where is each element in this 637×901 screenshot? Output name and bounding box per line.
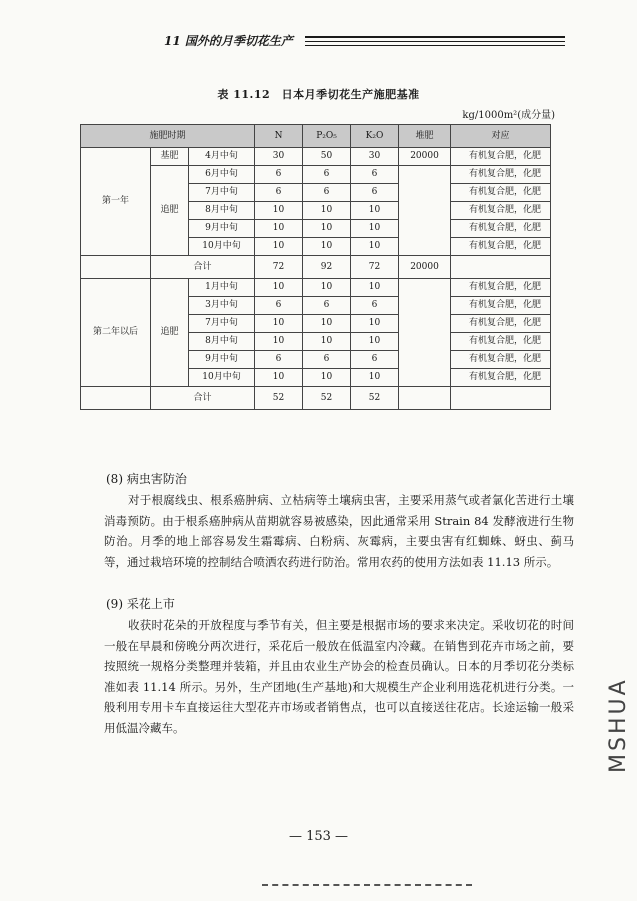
- n-cell: 6: [255, 351, 303, 369]
- n-cell: 10: [255, 220, 303, 238]
- k-cell: 10: [351, 202, 399, 220]
- n-cell: 10: [255, 333, 303, 351]
- p-cell: 10: [303, 202, 351, 220]
- total-row: [81, 387, 551, 410]
- k-cell: 6: [351, 184, 399, 202]
- fert-type: 追肥: [151, 279, 189, 387]
- fert-type: 追肥: [151, 166, 189, 256]
- note-cell: 有机复合肥，化肥: [451, 166, 551, 184]
- chapter-title: 11 国外的月季切花生产: [164, 34, 293, 48]
- k-cell: 10: [351, 315, 399, 333]
- p-cell: 10: [303, 238, 351, 256]
- p-cell: 52: [303, 387, 351, 410]
- note-cell: 有机复合肥，化肥: [451, 202, 551, 220]
- section-heading-harvest: (9) 采花上市: [106, 597, 175, 611]
- note-cell: 有机复合肥，化肥: [451, 297, 551, 315]
- compost-cell: 20000: [399, 148, 451, 166]
- time-cell: 8月中旬: [189, 333, 255, 351]
- note-cell: 有机复合肥，化肥: [451, 220, 551, 238]
- header-cell: N: [255, 125, 303, 148]
- time-cell: 3月中旬: [189, 297, 255, 315]
- table-unit: kg/1000m²(成分量): [462, 110, 555, 121]
- header-rule: [305, 41, 565, 42]
- header-rule: [305, 45, 565, 46]
- table-row: [81, 148, 551, 166]
- n-cell: 6: [255, 297, 303, 315]
- header-cell: K₂O: [351, 125, 399, 148]
- k-cell: 6: [351, 297, 399, 315]
- note-cell: 有机复合肥，化肥: [451, 333, 551, 351]
- p-cell: 10: [303, 333, 351, 351]
- time-cell: 8月中旬: [189, 202, 255, 220]
- fert-type: 基肥: [151, 148, 189, 166]
- bottom-rule: [262, 884, 472, 886]
- n-cell: 52: [255, 387, 303, 410]
- header-cell: 对应: [451, 125, 551, 148]
- fertilization-table: [80, 124, 551, 410]
- note-cell: 有机复合肥，化肥: [451, 184, 551, 202]
- table-row: [81, 166, 551, 184]
- k-cell: 10: [351, 220, 399, 238]
- table-caption: 表 11.12 日本月季切花生产施肥基准: [217, 88, 420, 101]
- n-cell: 6: [255, 184, 303, 202]
- p-cell: 92: [303, 256, 351, 279]
- page-number: — 153 —: [288, 829, 349, 844]
- p-cell: 10: [303, 220, 351, 238]
- p-cell: 10: [303, 315, 351, 333]
- paragraph-pest-control: 对于根腐线虫、根系癌肿病、立枯病等土壤病虫害，主要采用蒸气或者氯化苦进行土壤消毒预防。由于根系癌肿病从苗期就容易被感染，因此通常采用 Strain 84 发酵液进行生物防治。月季的地上部容易发生霜霉病、白粉病、灰霉病，主要虫害有红蜘蛛、蚜虫、蓟马等，通过栽培环境的控制结合喷洒农药进行防治。常用农药的使用方法如表 11.13 所示。: [104, 493, 574, 569]
- watermark-text: MSHUA: [606, 677, 631, 773]
- n-cell: 10: [255, 279, 303, 297]
- p-cell: 6: [303, 351, 351, 369]
- note-cell: 有机复合肥，化肥: [451, 351, 551, 369]
- note-cell: 有机复合肥，化肥: [451, 369, 551, 387]
- k-cell: 52: [351, 387, 399, 410]
- total-label: 合计: [151, 256, 255, 279]
- n-cell: 72: [255, 256, 303, 279]
- time-cell: 9月中旬: [189, 220, 255, 238]
- section-heading-pest-control: (8) 病虫害防治: [106, 472, 187, 486]
- p-cell: 10: [303, 279, 351, 297]
- note-cell: 有机复合肥，化肥: [451, 148, 551, 166]
- year-label: 第二年以后: [81, 279, 151, 387]
- time-cell: 1月中旬: [189, 279, 255, 297]
- k-cell: 72: [351, 256, 399, 279]
- k-cell: 10: [351, 333, 399, 351]
- k-cell: 6: [351, 351, 399, 369]
- paragraph-harvest: 收获时花朵的开放程度与季节有关，但主要是根据市场的要求来决定。采收切花的时间一般在早晨和傍晚分两次进行，采花后一般放在低温室内冷藏。在销售到花卉市场之前，要按照统一规格分类整理并装箱，并且由农业生产协会的检查员确认。日本的月季切花分类标准如表 11.14 所示。另外，生产团地(生产基地)和大规模生产企业利用选花机进行分类。一般利用专用卡车直接运往大型花卉市场或者销售点，也可以直接送往花店。长途运输一般采用低温冷藏车。: [104, 618, 574, 735]
- running-header: [150, 30, 580, 52]
- header-cell: 堆肥: [399, 125, 451, 148]
- n-cell: 6: [255, 166, 303, 184]
- table-row: [81, 279, 551, 297]
- header-cell: 施肥时期: [81, 125, 255, 148]
- compost-cell: [399, 166, 451, 256]
- n-cell: 10: [255, 315, 303, 333]
- time-cell: 7月中旬: [189, 184, 255, 202]
- compost-cell: 20000: [399, 256, 451, 279]
- note-cell: 有机复合肥，化肥: [451, 279, 551, 297]
- time-cell: 6月中旬: [189, 166, 255, 184]
- year-label: 第一年: [81, 148, 151, 256]
- p-cell: 10: [303, 369, 351, 387]
- compost-cell: [399, 279, 451, 387]
- p-cell: 6: [303, 184, 351, 202]
- time-cell: 10月中旬: [189, 369, 255, 387]
- note-cell: 有机复合肥，化肥: [451, 238, 551, 256]
- p-cell: 6: [303, 166, 351, 184]
- k-cell: 10: [351, 369, 399, 387]
- time-cell: 10月中旬: [189, 238, 255, 256]
- k-cell: 6: [351, 166, 399, 184]
- time-cell: 9月中旬: [189, 351, 255, 369]
- n-cell: 10: [255, 369, 303, 387]
- k-cell: 30: [351, 148, 399, 166]
- n-cell: 10: [255, 202, 303, 220]
- k-cell: 10: [351, 279, 399, 297]
- total-row: [81, 256, 551, 279]
- n-cell: 10: [255, 238, 303, 256]
- note-cell: 有机复合肥，化肥: [451, 315, 551, 333]
- time-cell: 7月中旬: [189, 315, 255, 333]
- n-cell: 30: [255, 148, 303, 166]
- header-cell: P₂O₅: [303, 125, 351, 148]
- header-rule: [305, 36, 565, 38]
- time-cell: 4月中旬: [189, 148, 255, 166]
- table-header-row: [81, 125, 551, 148]
- p-cell: 6: [303, 297, 351, 315]
- p-cell: 50: [303, 148, 351, 166]
- total-label: 合计: [151, 387, 255, 410]
- k-cell: 10: [351, 238, 399, 256]
